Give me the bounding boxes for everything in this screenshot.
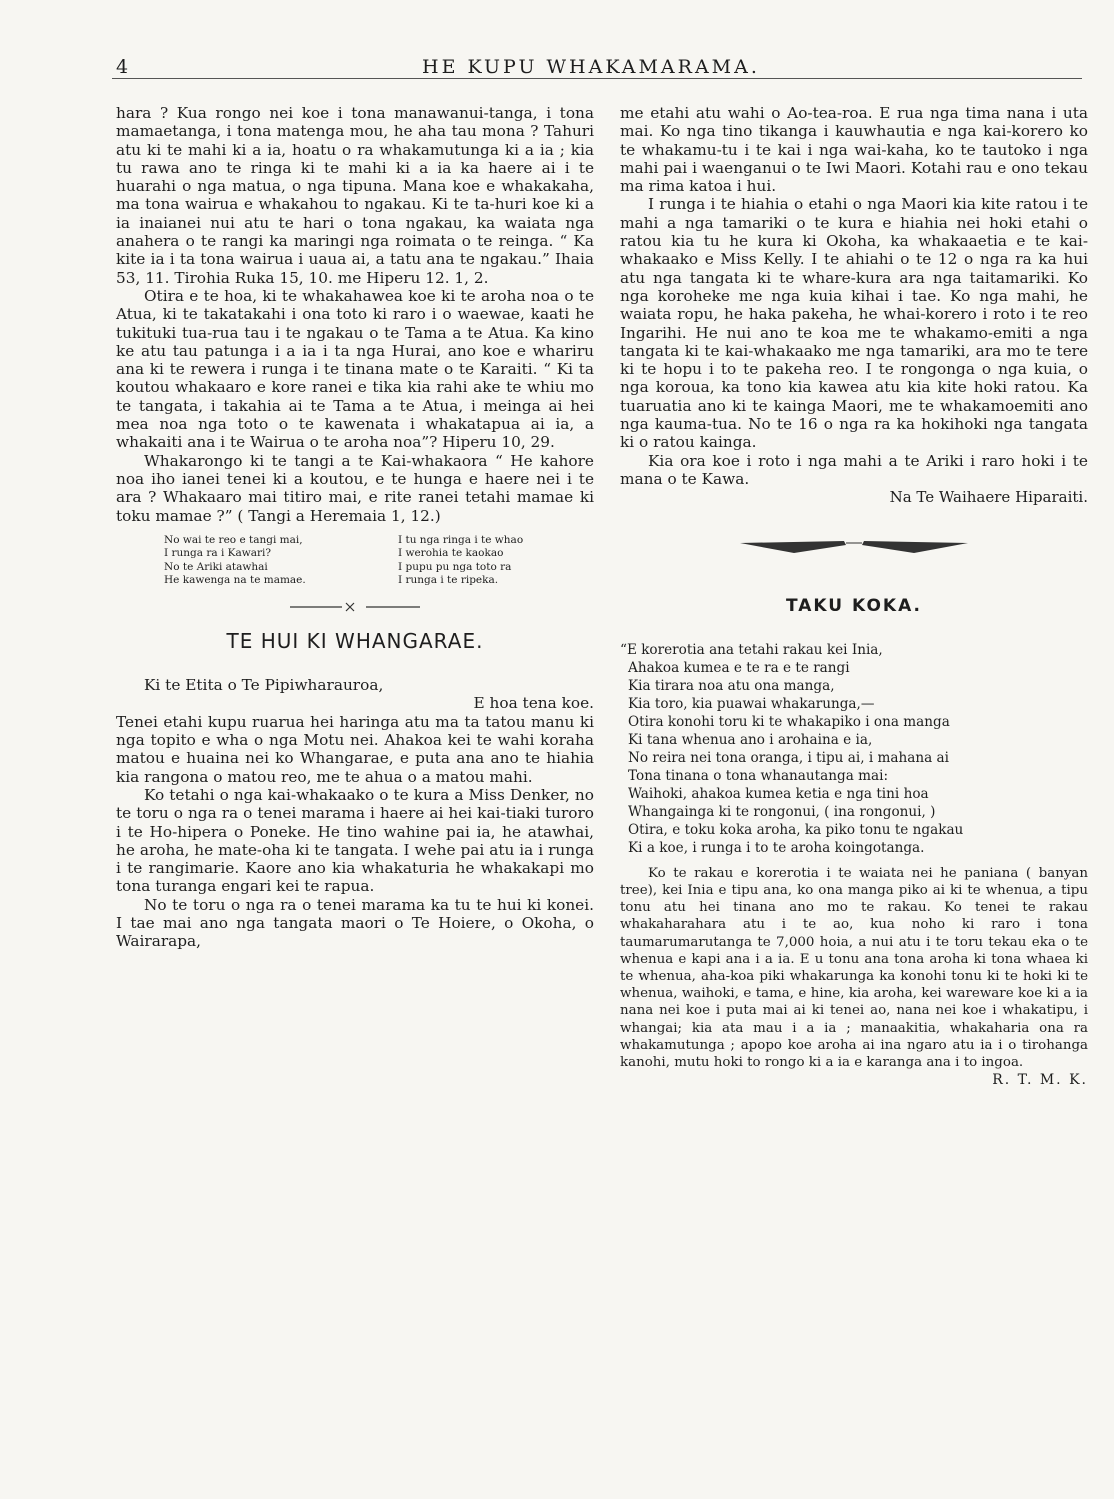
divider-ornament [734, 535, 974, 557]
poem-line: Kia toro, kia puawai whakarunga,— [628, 695, 875, 712]
page-header [112, 52, 1082, 79]
signature: Na Te Waihaere Hiparaiti. [889, 488, 1088, 507]
letter-salutation: Ki te Etita o Te Pipiwharauroa, [144, 676, 384, 695]
quote-line: I tu nga ringa i te whao [398, 533, 524, 546]
quote-line: I runga i te ripeka. [398, 574, 499, 587]
poem-line: Otira, e toku koka aroha, ka piko tonu te ngakau [628, 821, 964, 838]
author-initials: R. T. M. K. [992, 1072, 1088, 1089]
page-number: 4 [116, 56, 129, 78]
running-title: HE KUPU WHAKAMARAMA. [422, 56, 760, 78]
poem-line: No reira nei tona oranga, i tipu ai, i mahana ai [628, 749, 950, 766]
quote-line: No te Ariki atawhai [164, 560, 268, 573]
poem-line: Ki a koe, i runga i to te aroha koingotanga. [628, 839, 925, 856]
quote-line: I werohia te kaokao [398, 547, 504, 560]
quote-line: I pupu pu nga toto ra [398, 560, 512, 573]
quote-line: No wai te reo e tangi mai, [164, 533, 303, 546]
hymn-quote [116, 534, 594, 600]
hymn-quote-right [398, 534, 523, 588]
section-title: TE HUI KI WHANGARAE. [226, 628, 484, 653]
divider-ornament [280, 600, 430, 614]
left-column [116, 104, 594, 951]
quote-line: He kawenga na te mamae. [164, 574, 306, 587]
paragraph: Ko te rakau e korerotia i te waiata nei he paniana ( banyan tree), kei Inia e tipu ana, ko ona manga piko ai ki te whenua, a tipu tonu atu hei tinana ano mo te rakau. Ko tenei te rakau whakaharahara atu i te ao, kua noho ki raro i tona taumarumarutanga te 7,000 hoia, a nui atu i te toru tekau eka o te whenua e kapi ana i a ia. E u tonu ana tona aroha ki tona whaea ki te whenua, aha-koa piki whakarunga ka konohi tonu ki te hoki ki te whenua, waihoki, e tama, e hine, kia aroha, kei wareware koe ki a ia nana nei koe i puta mai ai ki tenei ao, nana nei koe i whakatipu, i whangai; kia ata mau i a ia ; manaakitia, whakaharia ona ra whakamutunga ; apopo koe aroha ai ina ngaro atu ia i o tirohanga kanohi, mutu hoki to rongo ki a ia e karanga ana i to ingoa. [620, 865, 1088, 1071]
paragraph: I runga i te hiahia o etahi o nga Maori kia kite ratou i te mahi a nga tamariki o te kura e hiahia nei hoki etahi o ratou kia tu he kura ki Okoha, ka whakaaetia e te kai-whakaako e Miss Kelly. I te ahiahi o te 12 o nga ra ka hui atu nga tangata ki te whare-kura ara nga taitamariki. Ko nga koroheke me nga kuia kihai i tae. Ko nga mahi, he waiata ropu, he haka pakeha, he whai-korero i roto i te reo Ingarihi. He nui ano te koa me te whakamo-emiti a nga tangata ki te kai-whakaako me nga tamariki, ara mo te tere ki te hopu i to te pakeha reo. I te rongonga o nga kuia, o nga koroua, ka tono kia kawea atu kia kite hoki ratou. Ka tuaruatia ano ki te kainga Maori, me te whakamoemiti ano nga kauma-tua. No te 16 o nga ra ka hokihoki nga tangata ki o ratou kainga. [620, 195, 1088, 452]
paragraph: No te toru o nga ra o tenei marama ka tu te hui ki konei. I tae mai ano nga tangata maori o Te Hoiere, o Okoha, o Wairarapa, [116, 895, 594, 951]
paragraph: Whakarongo ki te tangi a te Kai-whakaora “ He kahore noa iho ianei tenei ki a koutou, e te hunga e haere nei i te ara ? Whakaaro mai titiro mai, e rite ranei tetahi mamae ki toku mamae ?” ( Tangi a Heremaia 1, 12.) [116, 451, 594, 525]
poem-line: Ahakoa kumea e te ra e te rangi [628, 659, 850, 676]
poem-line: Kia tirara noa atu ona manga, [628, 677, 835, 694]
right-column [620, 104, 1088, 1090]
poem-line: Otira konohi toru ki te whakapiko i ona manga [628, 713, 950, 730]
letter-greeting: E hoa tena koe. [473, 694, 594, 713]
paragraph: me etahi atu wahi o Ao-tea-roa. E rua nga tima nana i uta mai. Ko nga tino tikanga i kauwhautia e nga kai-korero ko te whakamu-tu i te kai i nga wai-kaha, ko te tautoko i nga mahi pai i waenganui o te Iwi Maori. Kotahi rau e ono tekau ma rima katoa i hui. [620, 104, 1088, 196]
paragraph: Otira e te hoa, ki te whakahawea koe ki te aroha noa o te Atua, ki te takatakahi i ona toto ki raro i o waewae, kaati he tukituki tua-rua tau i te ngakau o te Tama a te Atua. Ka kino ke atu tau patunga i a ia i ta nga Hurai, ano koe e whariru ana ki te rewera i runga i te tinana mate o te Karaiti. “ Ki ta koutou whakaaro e kore ranei e tika kia rahi ake te whiu mo te tangata, i takahia ai te Tama a te Atua, i meinga ai hei mea noa nga toto o te kawenata i whakatapua ai ia, a whakaiti ana i te Wairua o te aroha noa”? Hiperu 10, 29. [116, 286, 594, 452]
section-title: TAKU KOKA. [786, 595, 922, 616]
poem-line: Ki tana whenua ano i arohaina e ia, [628, 731, 873, 748]
quote-line: I runga ra i Kawari? [164, 547, 272, 560]
poem-line: “E korerotia ana tetahi rakau kei Inia, [620, 641, 883, 658]
poem [620, 641, 1088, 857]
poem-line: Tona tinana o tona whanautanga mai: [628, 767, 889, 784]
paragraph: Kia ora koe i roto i nga mahi a te Ariki i raro hoki i te mana o te Kawa. [620, 451, 1088, 488]
hymn-quote-left [164, 534, 306, 588]
paragraph: Ko tetahi o nga kai-whakaako o te kura a Miss Denker, no te toru o nga ra o tenei marama i haere ai hei kai-tiaki turoro i te Ho-hipera o Poneke. He tino wahine pai ia, he atawhai, he aroha, he mate-oha ki te tangata. I wehe pai atu ia i runga i te rangimarie. Kaore ano kia whakaturia he whakakapi mo tona turanga engari kei te rapua. [116, 785, 594, 896]
paragraph: Tenei etahi kupu ruarua hei haringa atu ma ta tatou manu ki nga topito e wha o nga Motu nei. Ahakoa kei te wahi koraha matou e huaina nei ko Whangarae, e puta ana ano te hiahia kia rangona o matou reo, me te ahua o a matou mahi. [116, 712, 594, 786]
paragraph: hara ? Kua rongo nei koe i tona manawanui-tanga, i tona mamaetanga, i tona matenga mou, he aha tau mona ? Tahuri atu ki te mahi ki a ia, hoatu o ra whakamutunga ki a ia ; kia tu rawa ano te ringa ki te mahi ki a ia ka haere ai i te huarahi o nga matua, o nga tipuna. Mana koe e whakakaha, ma tona wairua e whakahou to ngakau. Ki te ta-huri koe ki a ia inaianei nui atu te hari o tona ngakau, ka waiata nga anahera o te rangi ka maringi nga roimata o te reinga. “ Ka kite ia i ta tona wairua i uaua ai, a tatu ana te ngakau.” Ihaia 53, 11. Tirohia Ruka 15, 10. me Hiperu 12. 1, 2. [116, 104, 594, 287]
poem-line: Whangainga ki te rongonui, ( ina rongonui, ) [628, 803, 936, 820]
poem-line: Waihoki, ahakoa kumea ketia e nga tini hoa [628, 785, 929, 802]
